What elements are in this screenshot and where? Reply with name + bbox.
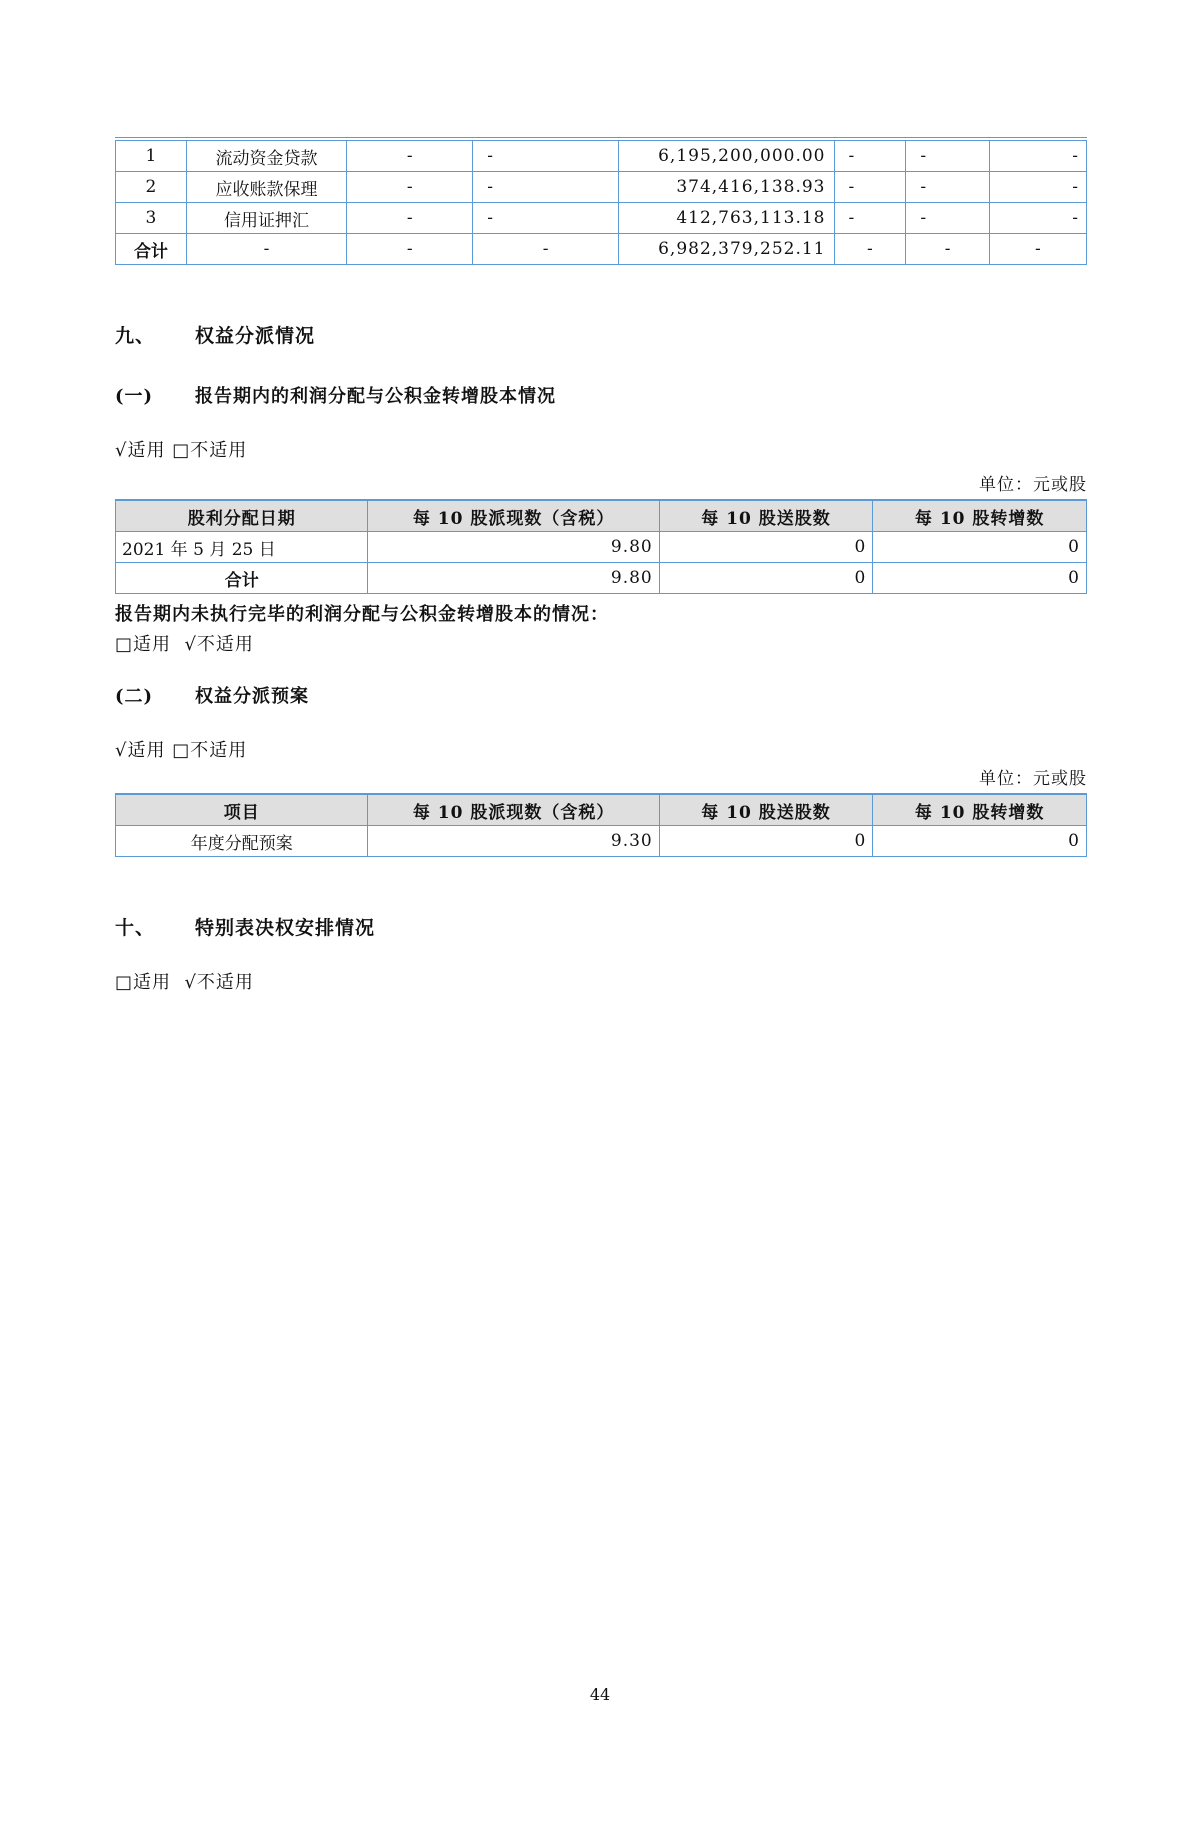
item-name: 信用证押汇 xyxy=(186,203,346,234)
column-header: 每 10 股转增数 xyxy=(873,794,1087,826)
amount-cell: 412,763,113.18 xyxy=(618,203,834,234)
cell-dash: - xyxy=(989,203,1086,234)
cash-per-10-shares-cell: 9.30 xyxy=(368,826,659,857)
bonus-shares-cell: 0 xyxy=(659,563,873,594)
column-header: 项目 xyxy=(116,794,368,826)
guarantee-continuation-table xyxy=(115,137,1087,265)
item-name: 应收账款保理 xyxy=(186,172,346,203)
total-label: 合计 xyxy=(116,563,368,594)
cell-dash: - xyxy=(347,234,473,265)
unit-label: 单位：元或股 xyxy=(979,475,1087,495)
bonus-shares-cell: 0 xyxy=(659,826,873,857)
cell-dash: - xyxy=(906,234,990,265)
item-name: 流动资金贷款 xyxy=(186,139,346,172)
row-index: 1 xyxy=(116,139,187,172)
column-header: 每 10 股转增数 xyxy=(873,500,1087,532)
cell-dash: - xyxy=(989,234,1086,265)
cell-dash: - xyxy=(834,139,906,172)
applicability-line: □适用 √不适用 xyxy=(115,634,254,655)
distribution-proposal-table xyxy=(115,793,1087,857)
table-total-row xyxy=(116,563,1087,594)
dividend-distribution-table xyxy=(115,499,1087,594)
cash-per-10-shares-cell: 9.80 xyxy=(368,532,659,563)
converted-shares-cell: 0 xyxy=(873,532,1087,563)
applicability-line: √适用 □不适用 xyxy=(115,740,248,761)
cell-dash: - xyxy=(989,139,1086,172)
cell-dash: - xyxy=(473,234,619,265)
subsection-title: 报告期内的利润分配与公积金转增股本情况 xyxy=(195,386,556,407)
column-header: 每 10 股送股数 xyxy=(659,794,873,826)
cell-dash: - xyxy=(347,203,473,234)
cell-dash: - xyxy=(906,139,990,172)
cell-dash: - xyxy=(347,172,473,203)
table-row xyxy=(116,203,1087,234)
cash-per-10-shares-cell: 9.80 xyxy=(368,563,659,594)
proposal-item-cell: 年度分配预案 xyxy=(116,826,368,857)
cell-dash: - xyxy=(834,172,906,203)
subsection-title: 权益分派预案 xyxy=(195,686,309,707)
subsection-number: (二) xyxy=(115,686,154,707)
applicability-line: □适用 √不适用 xyxy=(115,972,254,993)
subsection-two-heading xyxy=(115,682,1087,708)
column-header: 每 10 股派现数（含税） xyxy=(368,794,659,826)
cell-dash: - xyxy=(473,203,619,234)
column-header: 每 10 股派现数（含税） xyxy=(368,500,659,532)
cell-dash: - xyxy=(834,234,906,265)
table-row xyxy=(116,532,1087,563)
row-index: 3 xyxy=(116,203,187,234)
column-header: 股利分配日期 xyxy=(116,500,368,532)
cell-dash: - xyxy=(989,172,1086,203)
subsection-one-heading xyxy=(115,382,1087,408)
table-row xyxy=(116,172,1087,203)
section-nine-heading xyxy=(115,321,1087,348)
subsection-number: (一) xyxy=(115,386,154,407)
column-header: 每 10 股送股数 xyxy=(659,500,873,532)
converted-shares-cell: 0 xyxy=(873,563,1087,594)
section-title: 特别表决权安排情况 xyxy=(195,917,376,939)
section-number: 十、 xyxy=(115,917,156,939)
table-row xyxy=(116,139,1087,172)
table-header-row xyxy=(116,500,1087,532)
cell-dash: - xyxy=(473,139,619,172)
page-number: 44 xyxy=(589,1685,611,1704)
amount-cell: 374,416,138.93 xyxy=(618,172,834,203)
cell-dash: - xyxy=(186,234,346,265)
document-page xyxy=(0,137,1200,994)
cell-dash: - xyxy=(906,203,990,234)
cell-dash: - xyxy=(906,172,990,203)
converted-shares-cell: 0 xyxy=(873,826,1087,857)
table-header-row xyxy=(116,794,1087,826)
dividend-date-cell: 2021 年 5 月 25 日 xyxy=(116,532,368,563)
amount-cell: 6,195,200,000.00 xyxy=(618,139,834,172)
section-title: 权益分派情况 xyxy=(195,325,316,347)
cell-dash: - xyxy=(473,172,619,203)
section-ten-heading xyxy=(115,913,1087,940)
section-number: 九、 xyxy=(115,325,156,347)
cell-dash: - xyxy=(347,139,473,172)
total-amount-cell: 6,982,379,252.11 xyxy=(618,234,834,265)
cell-dash: - xyxy=(834,203,906,234)
row-index: 2 xyxy=(116,172,187,203)
table-row xyxy=(116,826,1087,857)
total-label: 合计 xyxy=(116,234,187,265)
unit-label: 单位：元或股 xyxy=(979,769,1087,789)
bonus-shares-cell: 0 xyxy=(659,532,873,563)
table-total-row xyxy=(116,234,1087,265)
pending-distribution-note: 报告期内未执行完毕的利润分配与公积金转增股本的情况： xyxy=(115,604,609,625)
applicability-line: √适用 □不适用 xyxy=(115,440,248,461)
